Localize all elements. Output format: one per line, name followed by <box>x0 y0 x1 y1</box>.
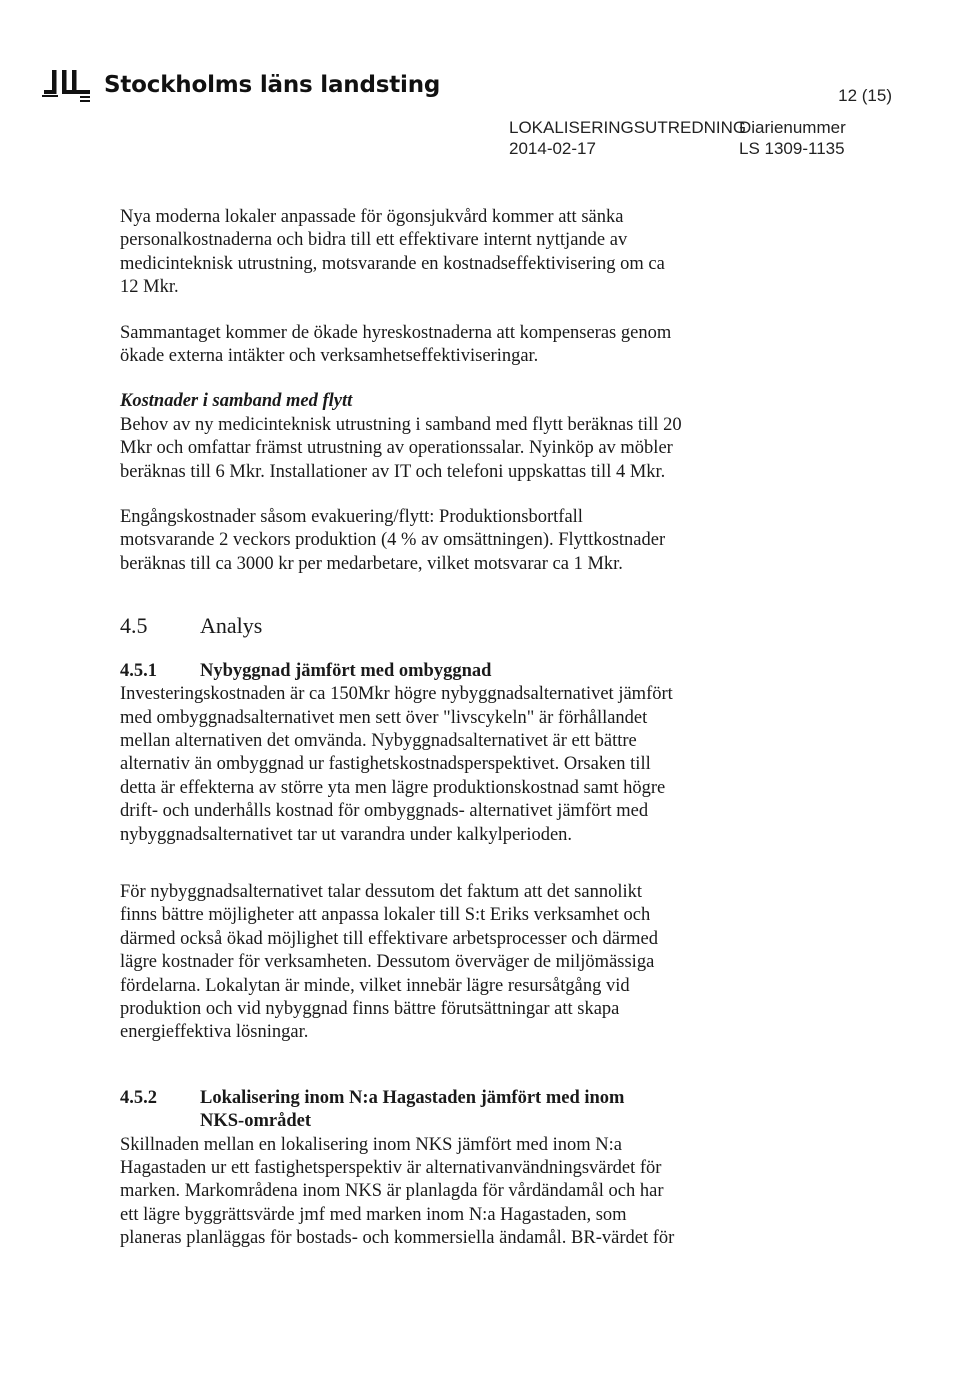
paragraph-ogonsjukvard <box>120 206 860 300</box>
text-line: Mkr och omfattar främst utrustning av operationssalar. Nyinköp av möbler <box>120 438 673 459</box>
paragraph-engangskostnader <box>120 506 860 576</box>
paragraph-skillnaden <box>120 1134 860 1251</box>
sll-logo-icon <box>38 66 96 104</box>
text-line: motsvarande 2 veckors produktion (4 % av omsättningen). Flyttkostnader <box>120 530 666 551</box>
paragraph-kostnader <box>120 390 860 484</box>
text-line: beräknas till 6 Mkr. Installationer av IT och telefoni uppskattas till 4 Mkr. <box>120 461 666 482</box>
text-line: planeras planläggas för bostads- och kommersiella ändamål. BR-värdet för <box>120 1228 675 1249</box>
text-line: För nybyggnadsalternativet talar dessutom det faktum att det sannolikt <box>120 881 642 902</box>
section-title <box>200 1087 860 1134</box>
section-number: 4.5.1 <box>120 660 157 681</box>
section-heading-4-5-1 <box>120 660 860 683</box>
text-line: därmed också ökad möjlighet till effektivare arbetsprocesser och därmed <box>120 928 659 949</box>
page-number: 12 (15) <box>838 86 892 105</box>
text-line: fördelarna. Lokalytan är minde, vilket innebär lägre resursåtgång vid <box>120 975 630 996</box>
paragraph-investeringskostnad <box>120 683 860 847</box>
subheading-kostnader: Kostnader i samband med flytt <box>120 391 353 412</box>
text-line: Engångskostnader såsom evakuering/flytt: Produktionsbortfall <box>120 507 583 528</box>
document-body <box>120 206 860 1251</box>
diary-meta <box>739 117 846 159</box>
text-line: ett lägre byggrättsvärde jmf med marken inom N:a Hagastaden, som <box>120 1204 627 1225</box>
text-line: personalkostnaderna och bidra till ett effektivare internt nyttjande av <box>120 230 628 251</box>
diary-number: LS 1309-1135 <box>739 139 845 158</box>
text-line: Hagastaden ur ett fastighetsperspektiv är alternativanvändningsvärdet för <box>120 1158 662 1178</box>
paragraph-sammantaget <box>120 322 860 369</box>
text-line: medicinteknisk utrustning, motsvarande en kostnadseffektivisering om ca <box>120 253 665 274</box>
document-date: 2014-02-17 <box>509 139 596 158</box>
text-line: produktion och vid nybyggnad finns bättre förutsättningar att skapa <box>120 998 620 1019</box>
text-line: drift- och underhålls kostnad för ombyggnads- alternativet jämfört med <box>120 801 649 822</box>
section-title: Analys <box>200 613 263 639</box>
paragraph-nybyggnad <box>120 881 860 1045</box>
text-line: 12 Mkr. <box>120 277 179 298</box>
page-header <box>0 0 960 170</box>
organization-name: Stockholms läns landsting <box>104 72 441 98</box>
text-line: Investeringskostnaden är ca 150Mkr högre nybyggnadsalternativet jämfört <box>120 684 673 705</box>
text-line: energieffektiva lösningar. <box>120 1022 309 1043</box>
text-line: nybyggnadsalternativet tar ut varandra under kalkylperioden. <box>120 824 573 845</box>
section-title: Nybyggnad jämfört med ombyggnad <box>200 660 492 681</box>
text-line: finns bättre möjligheter att anpassa lokaler till S:t Eriks verksamhet och <box>120 905 651 926</box>
document-type: LOKALISERINGSUTREDNING <box>509 118 747 137</box>
document-meta <box>509 117 746 159</box>
section-number: 4.5.2 <box>120 1087 157 1108</box>
text-line: lägre kostnader för verksamheten. Dessutom överväger de miljömässiga <box>120 952 655 973</box>
text-line: mellan alternativen det omvända. Nybyggnadsalternativet är ett bättre <box>120 730 637 751</box>
section-title-line: Lokalisering inom N:a Hagastaden jämfört med inom <box>200 1087 625 1108</box>
text-line: marken. Markområdena inom NKS är planlagda för vårdändamål och har <box>120 1181 664 1202</box>
text-line: Sammantaget kommer de ökade hyreskostnaderna att kompenseras genom <box>120 322 672 343</box>
text-line: Skillnaden mellan en lokalisering inom NKS jämfört med inom N:a <box>120 1134 622 1155</box>
section-heading-4-5 <box>120 614 860 637</box>
text-line: alternativ än ombyggnad ur fastighetskostnadsperspektivet. Orsaken till <box>120 754 651 775</box>
section-number: 4.5 <box>120 613 148 639</box>
text-line: beräknas till ca 3000 kr per medarbetare, vilket motsvarar ca 1 Mkr. <box>120 553 623 574</box>
text-line: detta är effekterna av större yta men lägre produktionskostnad samt högre <box>120 777 666 798</box>
section-title-line: NKS-området <box>200 1111 311 1132</box>
section-heading-4-5-2 <box>120 1087 860 1134</box>
text-line: med ombyggnadsalternativet men sett över "livscykeln" är förhållandet <box>120 707 648 728</box>
text-line: Behov av ny medicinteknisk utrustning i samband med flytt beräknas till 20 <box>120 414 682 435</box>
text-line: ökade externa intäkter och verksamhetseffektiviseringar. <box>120 346 539 367</box>
diary-label: Diarienummer <box>739 118 846 137</box>
text-line: Nya moderna lokaler anpassade för ögonsjukvård kommer att sänka <box>120 207 624 227</box>
